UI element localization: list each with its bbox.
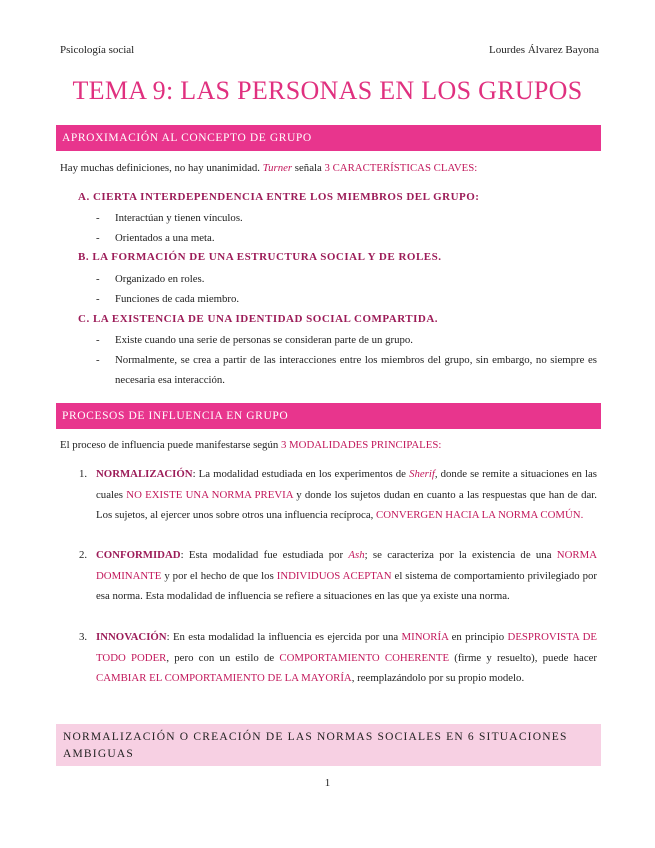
item-number: 3. bbox=[79, 631, 88, 643]
innovation-paragraph: INNOVACIÓN: En esta modalidad la influencia es ejercida por una MINORÍA en principio DESPROVISTA DE TODO PODER, pero con un estilo de COMPORTAMIENTO COHERENTE (firme y resuelto), puede hacer CAMBIAR EL COMPORTAMIENTO DE LA MAYORÍA, reemplazándolo por su propio modelo. bbox=[96, 631, 598, 684]
section-heading-normalization: NORMALIZACIÓN O CREACIÓN DE LAS NORMAS SOCIALES EN 6 SITUACIONES AMBIGUAS bbox=[56, 724, 601, 766]
section-heading-influence: PROCESOS DE INFLUENCIA EN GRUPO bbox=[56, 403, 601, 429]
header-author: Lourdes Álvarez Bayona bbox=[489, 44, 599, 56]
characteristic-a: A. CIERTA INTERDEPENDENCIA ENTRE LOS MIEMBROS DEL GRUPO: bbox=[78, 191, 480, 203]
item-number: 2. bbox=[79, 549, 88, 561]
section-heading-concept: APROXIMACIÓN AL CONCEPTO DE GRUPO bbox=[56, 125, 601, 151]
page-number: 1 bbox=[324, 777, 331, 789]
page-title: TEMA 9: LAS PERSONAS EN LOS GRUPOS bbox=[72, 76, 583, 105]
conformity-paragraph: CONFORMIDAD: Esta modalidad fue estudiada por Ash; se caracteriza por la existencia de una NORMA DOMINANTE y por el hecho de que los INDIVIDUOS ACEPTAN el sistema de comportamiento privilegiado por esa norma. Esta modalidad de influencia se refiere a situaciones en las que ya existe una norma. bbox=[96, 549, 597, 602]
characteristic-b: B. LA FORMACIÓN DE UNA ESTRUCTURA SOCIAL Y DE ROLES. bbox=[78, 251, 442, 263]
section1-intro: Hay muchas definiciones, no hay unanimidad. Turner señala 3 CARACTERÍSTICAS CLAVES: bbox=[60, 162, 478, 174]
item-number: 1. bbox=[79, 468, 88, 480]
header-subject: Psicología social bbox=[60, 44, 135, 56]
characteristic-c: C. LA EXISTENCIA DE UNA IDENTIDAD SOCIAL COMPARTIDA. bbox=[78, 313, 439, 325]
section2-intro: El proceso de influencia puede manifestarse según 3 MODALIDADES PRINCIPALES: bbox=[60, 439, 442, 451]
normalization-paragraph: NORMALIZACIÓN: La modalidad estudiada en los experimentos de Sherif, donde se remite a situaciones en las cuales NO EXISTE UNA NORMA PREVIA y donde los sujetos dudan en cuanto a las respuestas que han de dar. Los sujetos, al ejercer unos sobre otros una influencia recíproca, CONVERGEN HACIA LA NORMA COMÚN. bbox=[96, 468, 597, 521]
